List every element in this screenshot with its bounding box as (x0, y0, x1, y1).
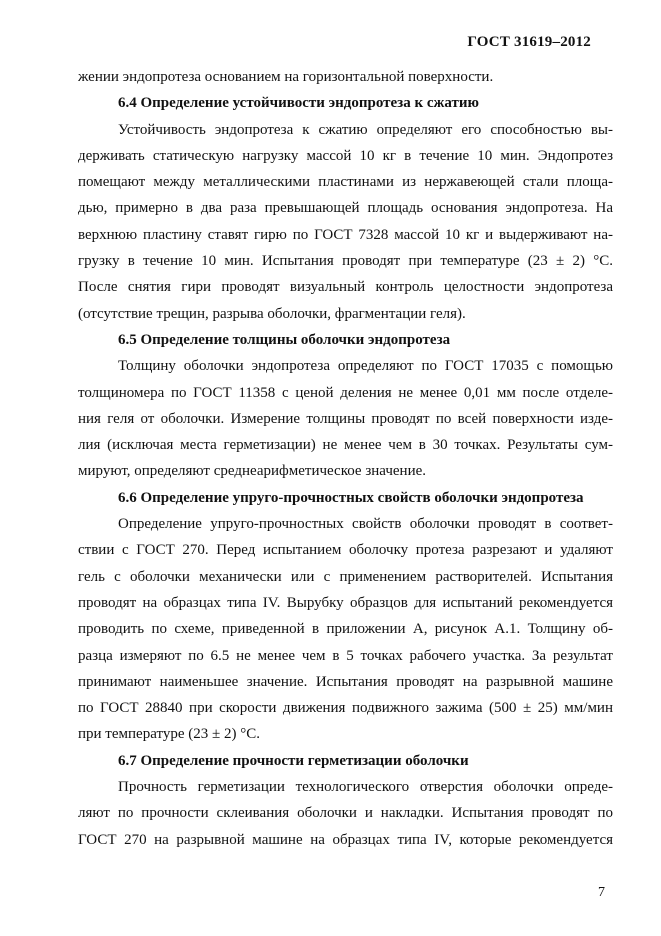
paragraph-line: жении эндопротеза основанием на горизонтальной поверхности. (78, 69, 494, 85)
document-body (78, 64, 613, 853)
paragraph-line: мируют, определяют среднеарифметическое значение. (78, 463, 427, 480)
paragraph-line: по ГОСТ 28840 при скорости движения подвижного зажима (500 ± 25) мм/мин (78, 700, 613, 717)
paragraph-line: проводить по схеме, приведенной в приложении А, рисунок А.1. Толщину об- (78, 621, 613, 638)
paragraph-line: ствии с ГОСТ 270. Перед испытанием оболочку протеза разрезают и удаляют (78, 542, 613, 559)
section-heading-6-7: 6.7 Определение прочности герметизации оболочки (118, 752, 469, 769)
page-number: 7 (598, 885, 605, 900)
paragraph-line: ния геля от оболочки. Измерение толщины проводят по всей поверхности изде- (78, 410, 613, 427)
paragraph-line: ляют по прочности склеивания оболочки и накладки. Испытания проводят по (78, 805, 613, 822)
paragraph-line: ГОСТ 270 на разрывной машине на образцах типа IV, которые рекомендуется (78, 831, 613, 848)
paragraph-line: принимают наименьшее значение. Испытания проводят на разрывной машине (78, 673, 613, 690)
paragraph-line: дью, примерно в два раза превышающей площадь основания эндопротеза. На (78, 200, 613, 217)
paragraph-line: толщиномера по ГОСТ 11358 с ценой деления не менее 0,01 мм после отделе- (78, 384, 613, 401)
paragraph-line: грузку в течение 10 мин. Испытания проводят при температуре (23 ± 2) °С. (78, 253, 613, 270)
paragraph-line: Толщину оболочки эндопротеза определяют по ГОСТ 17035 с помощью (118, 358, 613, 375)
paragraph-line: Устойчивость эндопротеза к сжатию определяют его способностью вы- (118, 121, 613, 138)
section-heading-6-5: 6.5 Определение толщины оболочки эндопротеза (118, 331, 451, 348)
section-heading-6-4: 6.4 Определение устойчивости эндопротеза к сжатию (118, 95, 479, 112)
paragraph-line: держивать статическую нагрузку массой 10 кг в течение 10 мин. Эндопротез (78, 147, 613, 164)
paragraph-line: разца измеряют по 6.5 не менее чем в 5 точках рабочего участка. За результат (78, 647, 613, 664)
section-heading-6-6: 6.6 Определение упруго-прочностных свойств оболочки эндопротеза (118, 489, 584, 506)
paragraph-line: лия (исключая места герметизации) не менее чем в 30 точках. Результаты сум- (78, 437, 613, 454)
paragraph-line: при температуре (23 ± 2) °С. (78, 726, 260, 743)
paragraph-line: гель с оболочки механически или с применением растворителей. Испытания (78, 568, 613, 585)
document-header-title: ГОСТ 31619–2012 (467, 34, 591, 50)
paragraph-line: Определение упруго-прочностных свойств оболочки проводят в соответ- (118, 516, 613, 533)
paragraph-line: верхнюю пластину ставят гирю по ГОСТ 7328 массой 10 кг и выдерживают на- (78, 226, 613, 243)
paragraph-line: Прочность герметизации технологического отверстия оболочки опреде- (118, 779, 613, 796)
paragraph-line: помещают между металлическими пластинами из нержавеющей стали площа- (78, 174, 613, 191)
paragraph-line: проводят на образцах типа IV. Вырубку образцов для испытаний рекомендуется (78, 594, 613, 611)
paragraph-line: (отсутствие трещин, разрыва оболочки, фрагментации геля). (78, 305, 466, 322)
paragraph-line: После снятия гири проводят визуальный контроль целостности эндопротеза (78, 279, 613, 296)
